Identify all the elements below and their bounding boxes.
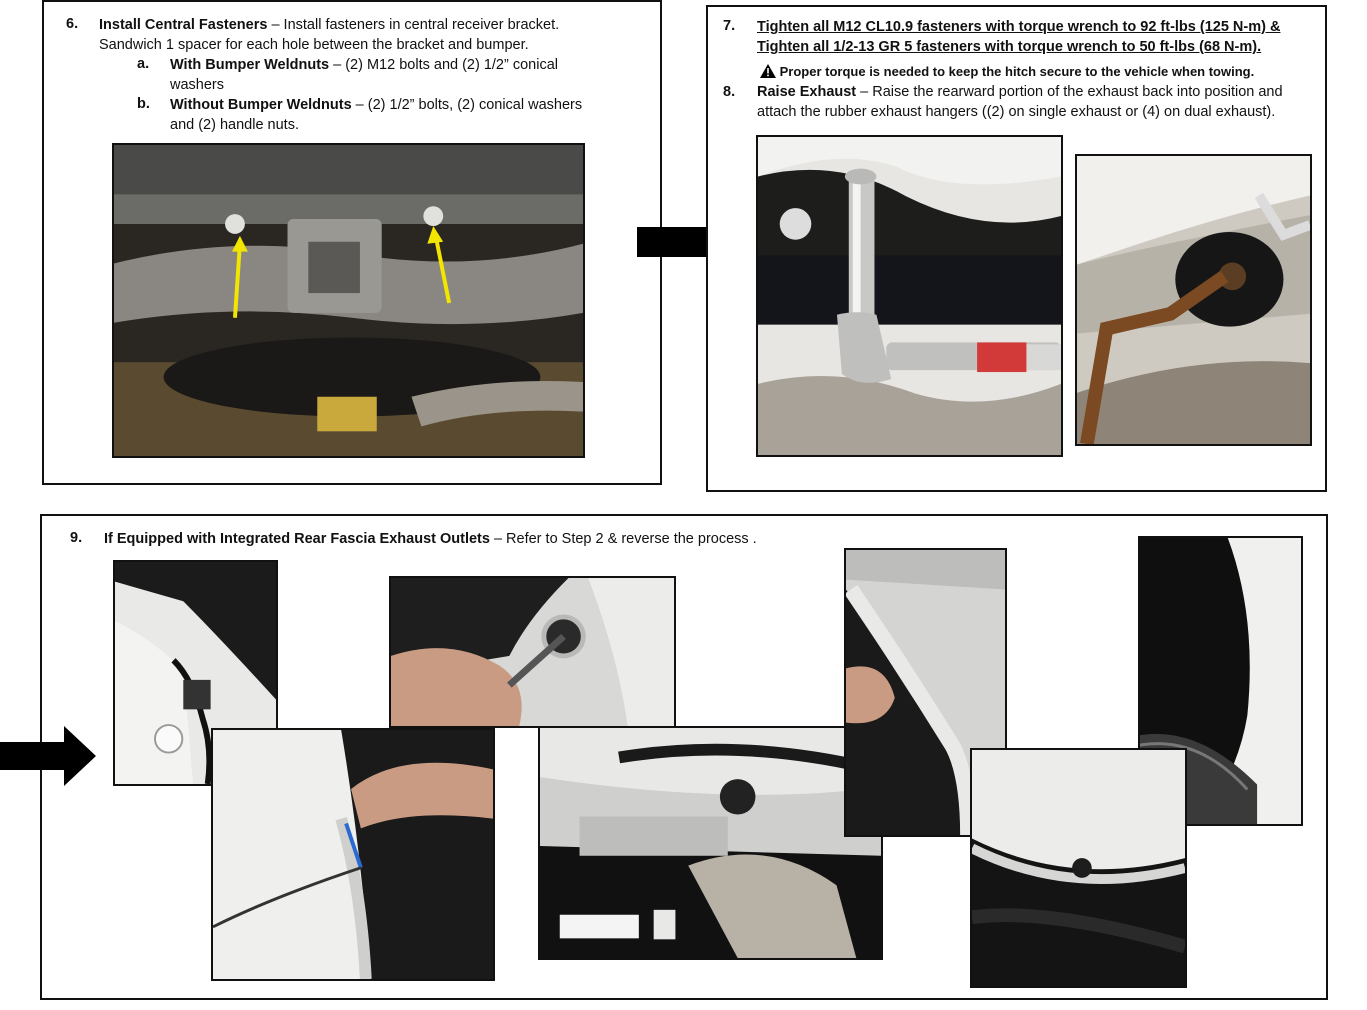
step-8-line-2: attach the rubber exhaust hangers ((2) on single exhaust or (4) on dual exhaust). xyxy=(757,104,1276,120)
step-6b-text-1: – (2) 1/2” bolts, (2) conical washers xyxy=(351,97,583,113)
torque-wrench-photo xyxy=(756,135,1063,457)
step-6-title: Install Central Fasteners xyxy=(99,17,268,33)
step-6b-letter: b. xyxy=(137,96,150,112)
step-8-text-1: – Raise the rearward portion of the exhaust back into position and xyxy=(856,84,1283,100)
exhaust-hanger-photo xyxy=(1075,154,1312,446)
trim-screw-photo xyxy=(389,576,676,728)
step-8-line-1 xyxy=(757,82,1283,102)
warning-triangle-icon xyxy=(760,64,776,78)
step-9-line xyxy=(104,529,757,549)
step-6a-title: With Bumper Weldnuts xyxy=(170,57,330,73)
step-6a-letter: a. xyxy=(137,56,150,72)
step-8-title: Raise Exhaust xyxy=(757,84,857,100)
step-6b-line-2: and (2) handle nuts. xyxy=(170,117,299,133)
step-9-number: 9. xyxy=(70,530,83,546)
fascia-clip-photo xyxy=(970,748,1187,988)
underbody-panel-photo xyxy=(538,726,883,960)
step-6a-line-2: washers xyxy=(170,77,224,93)
step-7-number: 7. xyxy=(723,18,736,34)
step-9-panel xyxy=(40,514,1328,1000)
step-6-text-1: – Install fasteners in central receiver bracket. xyxy=(267,17,560,33)
step-8-number: 8. xyxy=(723,84,736,100)
step-6-panel xyxy=(42,0,662,485)
step-6b-line-1 xyxy=(170,95,582,115)
step-9-title: If Equipped with Integrated Rear Fascia Exhaust Outlets xyxy=(104,531,490,547)
step-7-line-2: Tighten all 1/2-13 GR 5 fasteners with torque wrench to 50 ft-lbs (68 N-m). xyxy=(757,39,1262,55)
step-6b-title: Without Bumper Weldnuts xyxy=(170,97,352,113)
hitch-fasteners-photo xyxy=(112,143,585,458)
step-9-text: – Refer to Step 2 & reverse the process . xyxy=(489,531,757,547)
torque-warning xyxy=(760,62,1254,82)
step-6a-line-1 xyxy=(170,55,558,75)
step-7-line-1: Tighten all M12 CL10.9 fasteners with torque wrench to 92 ft-lbs (125 N-m) & xyxy=(757,19,1281,35)
step-6-number: 6. xyxy=(66,16,79,32)
step-7-8-panel xyxy=(706,5,1327,492)
right-arrow-icon-step-9 xyxy=(0,726,96,786)
fascia-edge-photo xyxy=(211,728,495,981)
step-6-line-2: Sandwich 1 spacer for each hole between the bracket and bumper. xyxy=(99,37,529,53)
step-6-line-1 xyxy=(99,15,559,35)
step-6a-text-1: – (2) M12 bolts and (2) 1/2” conical xyxy=(329,57,558,73)
warning-text: Proper torque is needed to keep the hitch secure to the vehicle when towing. xyxy=(779,64,1255,79)
